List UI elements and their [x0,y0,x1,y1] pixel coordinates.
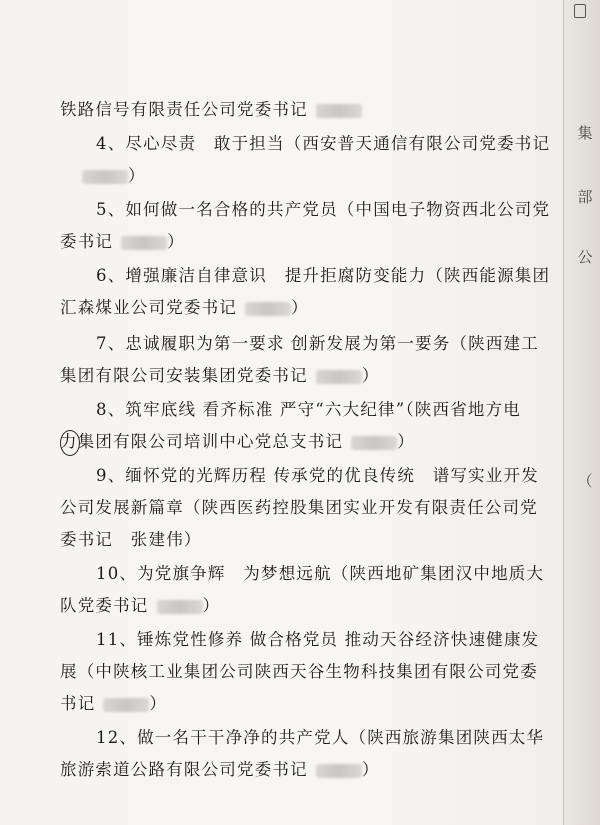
item-8: 8、筑牢底线 看齐标准 严守“六大纪律”（陕西省地方电 [96,400,522,419]
redacted-name [316,370,362,384]
text-line: 汇森煤业公司党委书记 ） [60,298,309,317]
edge-char: 部 [577,188,593,206]
item-10: 10、为党旗争辉 为梦想远航（陕西地矿集团汉中地质大 [96,564,545,583]
redacted-name [121,236,167,250]
text-line: 书记 ） [60,694,168,713]
text-line: 力集团有限公司培训中心党总支书记 ） [60,432,415,451]
redacted-name [316,104,362,118]
redacted-name [82,170,128,184]
text-line: 公司发展新篇章（陕西医药控股集团实业开发有限责任公司党 [60,498,538,517]
redacted-name [103,698,149,712]
text-line: 队党委书记 ） [60,596,221,615]
text-line: ） [60,162,540,186]
adjacent-page-edge [563,0,600,825]
item-6: 6、增强廉洁自律意识 提升拒腐防变能力（陕西能源集团 [96,266,551,285]
edge-char: 集 [577,124,593,142]
text-line: 铁路信号有限责任公司党委书记 [60,96,540,120]
redacted-name [245,302,291,316]
item-12: 12、做一名干干净净的共产党人（陕西旅游集团陕西太华 [96,728,545,747]
redacted-name [351,436,397,450]
handwritten-circle-mark [60,430,80,456]
text-line: 旅游索道公路有限公司党委书记 ） [60,760,380,779]
item-4: 4、尽心尽责 敢于担当（西安普天通信有限公司党委书记 [96,134,551,153]
item-5: 5、如何做一名合格的共产党员（中国电子物资西北公司党 [96,200,551,219]
item-9: 9、缅怀党的光辉历程 传承党的优良传统 谱写实业开发 [96,466,539,485]
edge-char: 公 [577,248,593,266]
corner-mark [574,4,586,18]
text-line: 集团有限公司安装集团党委书记 ） [60,366,380,385]
redacted-name [316,764,362,778]
edge-char: （ [577,472,593,490]
item-7: 7、忠诚履职为第一要求 创新发展为第一要务（陕西建工 [96,334,539,353]
item-11: 11、锤炼党性修养 做合格党员 推动天谷经济快速健康发 [96,630,540,649]
text-line: 委书记 张建伟） [60,530,202,549]
redacted-name [157,600,203,614]
text-line: 展（中陕核工业集团公司陕西天谷生物科技集团有限公司党委 [60,662,538,681]
text-line: 委书记 ） [60,232,185,251]
